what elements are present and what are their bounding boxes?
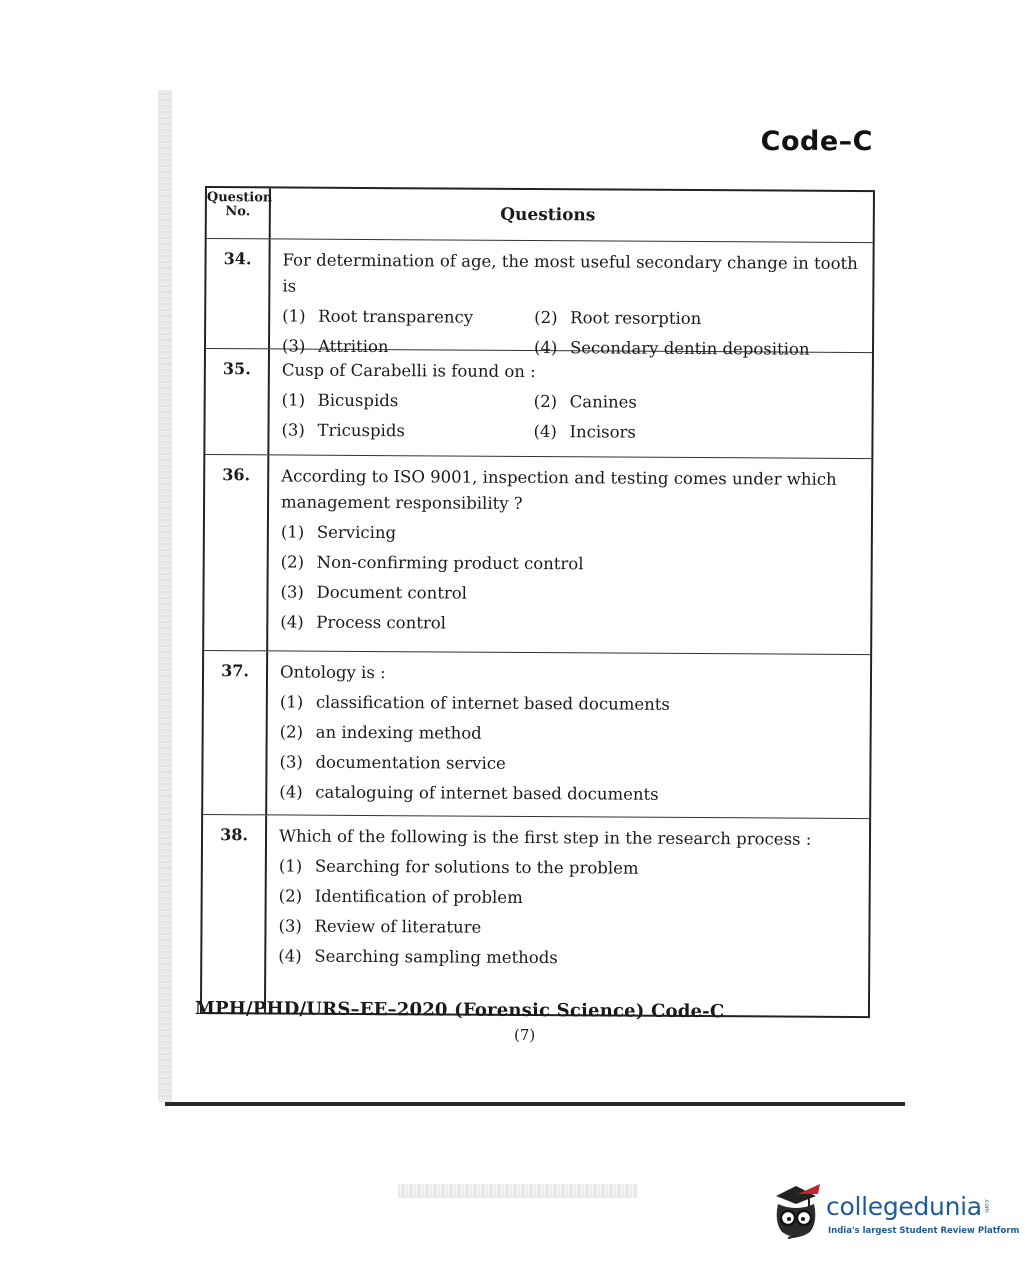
question-stem: Which of the following is the first step in the research process : [278,826,812,849]
option-2: (2) an indexing method [279,722,482,743]
question-body [270,239,873,359]
question-number: 34. [206,239,271,348]
option-1: (1) Searching for solutions to the problem [278,856,639,878]
col-no-line2: No. [225,204,251,220]
question-body [267,651,870,818]
option-3: (3) Document control [280,582,468,603]
option-3: (3) Tricuspids [281,420,405,441]
option-4: (4) Incisors [533,422,636,442]
col-no-line1: Question [206,190,273,206]
option-4: (4) Searching sampling methods [278,946,558,968]
collegedunia-watermark [768,1178,1020,1248]
question-row-36 [204,454,871,654]
option-list [279,687,860,811]
paper-code: Code–C [760,126,873,157]
option-list [280,517,861,641]
option-3: (3) Attrition [281,336,389,357]
option-2: (2) Root resorption [534,308,702,329]
table-header-row [207,188,873,242]
mascot-logo-icon [768,1182,824,1240]
question-body [269,349,872,458]
option-4: (4) cataloguing of internet based documents [279,782,659,804]
question-body [266,815,869,1016]
scan-edge-artifact [158,90,172,1102]
option-2: (2) Canines [533,392,637,412]
question-row-38 [202,814,869,1016]
question-table [200,186,875,1018]
question-number: 37. [203,651,268,814]
question-stem: According to ISO 9001, inspection and testing comes under which management responsibility ? [281,466,837,513]
question-stem: Ontology is : [279,662,386,683]
question-number: 38. [202,815,267,1012]
option-2: (2) Identification of problem [278,886,523,907]
option-3: (3) Review of literature [278,916,482,937]
question-body [268,455,871,654]
question-row-35 [205,348,872,458]
option-1: (1) Servicing [280,522,397,543]
question-stem: For determination of age, the most useful secondary change in tooth is [282,250,858,296]
col-question-no-header [207,188,271,238]
question-row-37 [203,650,870,818]
question-number: 36. [204,455,269,650]
scan-noise-artifact [398,1184,638,1198]
page-number: (7) [514,1026,536,1044]
option-1: (1) Bicuspids [281,390,399,411]
option-list [278,851,859,975]
page-bottom-rule [165,1102,905,1106]
brand-name: collegedunia [826,1192,982,1221]
option-4: (4) Process control [280,612,447,633]
option-1: (1) classification of internet based documents [279,692,670,714]
col-questions-header: Questions [500,204,596,226]
option-3: (3) documentation service [279,752,506,773]
option-4: (4) Secondary dentin deposition [533,338,810,359]
option-grid [281,387,861,447]
footer-paper-code: MPH/PHD/URS–EE–2020 (Forensic Science) Code-C [194,998,725,1023]
brand-domain-suffix: .com [983,1198,990,1213]
question-row-34 [206,238,873,359]
brand-tagline: India's largest Student Review Platform [828,1226,1020,1236]
option-1: (1) Root transparency [282,306,474,327]
question-number: 35. [205,349,270,454]
question-stem: Cusp of Carabelli is found on : [281,360,536,382]
option-2: (2) Non-confirming product control [280,552,584,574]
